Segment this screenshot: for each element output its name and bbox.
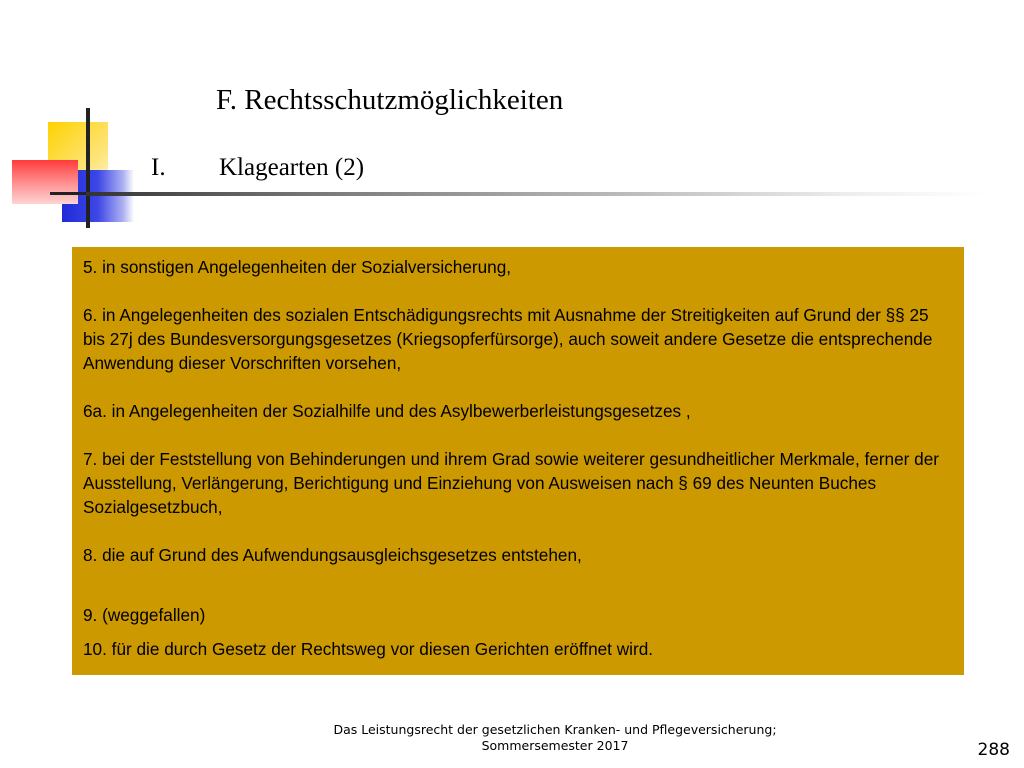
list-item-8: 8. die auf Grund des Aufwendungsausgleichsgesetzes entstehen, <box>83 545 582 565</box>
subtitle-text: Klagearten (2) <box>219 154 365 181</box>
list-item-7: 7. bei der Feststellung von Behinderungen und ihrem Grad sowie weiterer gesundheitlicher Merkmale, ferner der Ausstellung, Verlängerung, Berichtigung und Einziehung von Ausweisen nach § 69 des Neunten Buches Sozialgesetzbuch, <box>83 449 940 517</box>
footer-course-title: Das Leistungsrecht der gesetzlichen Kranken- und Pflegeversicherung; <box>333 722 777 737</box>
footer-semester: Sommersemester 2017 <box>481 738 629 753</box>
footer <box>280 722 830 754</box>
list-item-5: 5. in sonstigen Angelegenheiten der Sozialversicherung, <box>83 257 512 277</box>
logo-vertical-line <box>86 108 90 228</box>
slide-title: F. Rechtsschutzmöglichkeiten <box>216 84 564 116</box>
list-item-6a: 6a. in Angelegenheiten der Sozialhilfe und des Asylbewerberleistungsgesetzes , <box>83 401 691 421</box>
subtitle-number: I. <box>151 154 166 181</box>
logo-red-square <box>12 160 78 204</box>
title-divider <box>86 192 986 196</box>
list-item-9: 9. (weggefallen) <box>83 605 206 625</box>
slide-subtitle <box>151 154 364 182</box>
page-number: 288 <box>977 740 1010 760</box>
content-box <box>72 247 964 675</box>
list-item-6: 6. in Angelegenheiten des sozialen Entschädigungsrechts mit Ausnahme der Streitigkeiten auf Grund der §§ 25 bis 27j des Bundesversorgungsgesetzes (Kriegsopferfürsorge), auch soweit andere Gesetze die entsprechende Anwendung dieser Vorschriften vorsehen, <box>83 305 933 373</box>
slide-logo-graphic <box>0 0 200 240</box>
list-item-10: 10. für die durch Gesetz der Rechtsweg vor diesen Gerichten eröffnet wird. <box>83 639 654 659</box>
